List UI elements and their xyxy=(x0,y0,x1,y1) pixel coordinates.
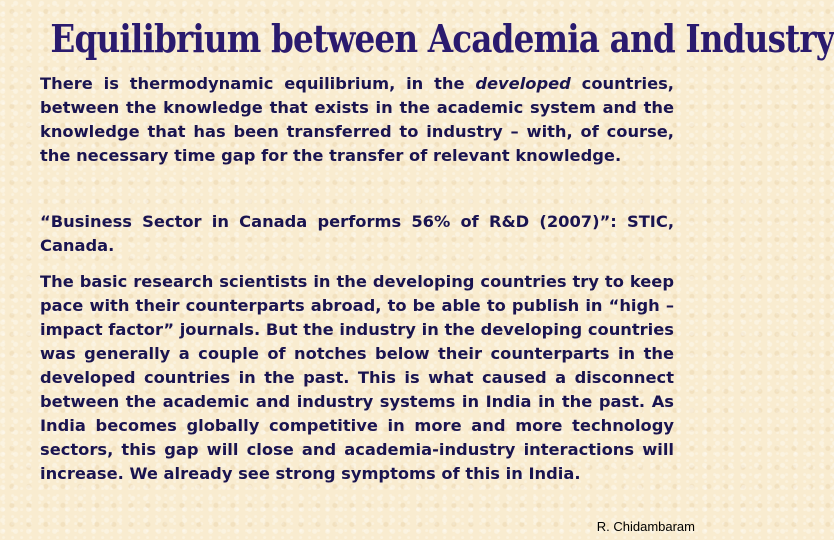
author-credit: R. Chidambaram xyxy=(596,519,695,534)
emphasis-developed: developed xyxy=(475,74,571,93)
paragraph-developing-countries: The basic research scientists in the developing countries try to keep pace with their counterparts abroad, to be able to publish in “high – impact factor” journals. But the industry in the developing countries was generally a couple of notches below their counterparts in the developed countries in the past. This is what caused a disconnect between the academic and industry systems in India in the past. As India becomes globally competitive in more and more technology sectors, this gap will close and academia-industry interactions will increase. We already see strong symptoms of this in India. xyxy=(40,272,674,483)
slide-title: Equilibrium between Academia and Industry xyxy=(50,16,834,61)
paragraph-equilibrium-end: countries, between the knowledge that exists in the academic system and the knowledge that has been transferred to industry – with, of course, the necessary time gap for the transfer of relevant knowledge. xyxy=(40,74,674,165)
paragraph-equilibrium xyxy=(40,72,674,168)
paragraph-canada-quote: “Business Sector in Canada performs 56% of R&D (2007)”: STIC, Canada. xyxy=(40,212,674,255)
paragraph-equilibrium-start: There is thermodynamic equilibrium, in the xyxy=(40,74,476,93)
